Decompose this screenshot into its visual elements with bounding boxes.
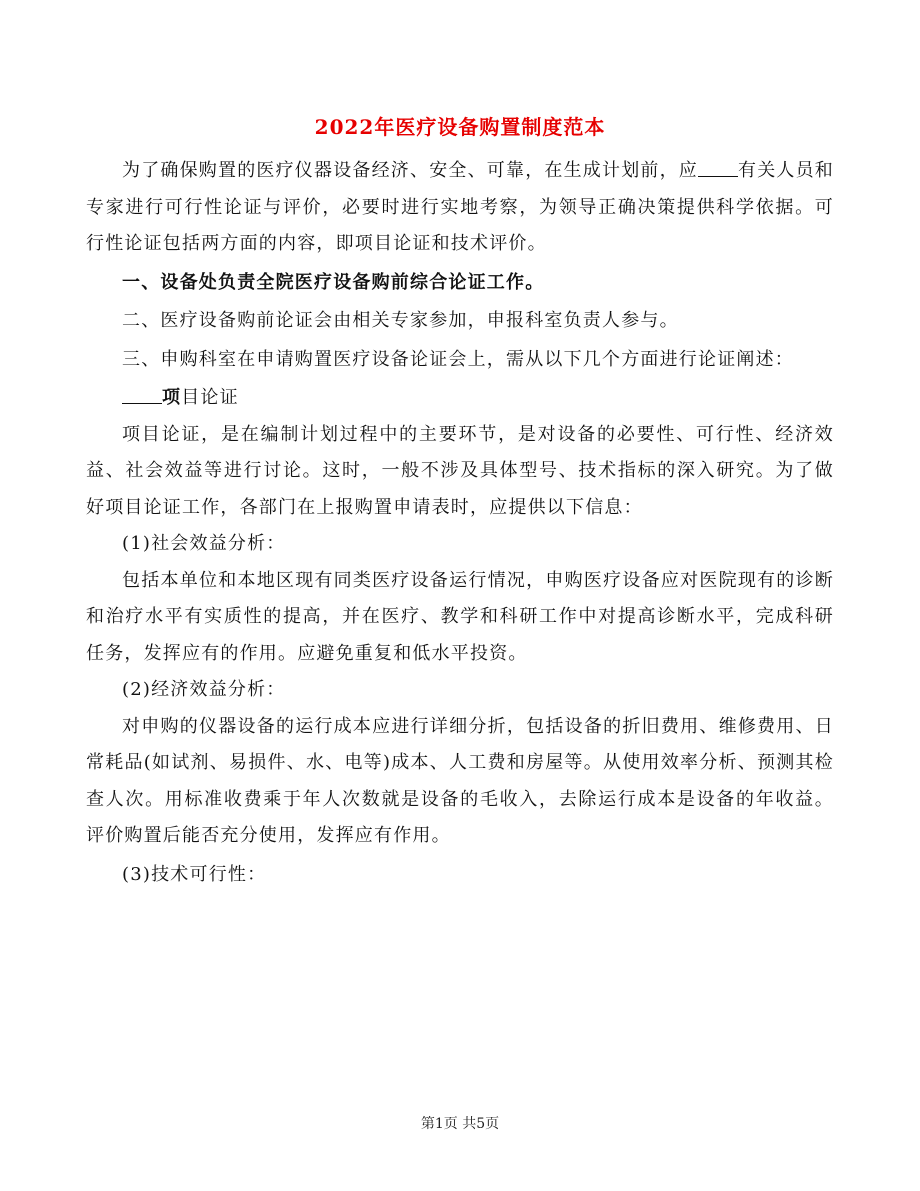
intro-text-b: 有关人员和专家进行可行性论证与评价，必要时进行实地考察，为领导正确决策提供科学依据。可行性论证包括两方面的内容，即项目论证和技术评价。	[86, 160, 834, 254]
paragraph-item-1: 一、设备处负责全院医疗设备购前综合论证工作。	[122, 271, 545, 293]
heading-economic-benefit: (2)经济效益分析：	[122, 679, 286, 700]
document-body	[86, 153, 834, 893]
document-title: 2022年医疗设备购置制度范本	[314, 115, 606, 139]
paragraph-economic-benefit: 对申购的仪器设备的运行成本应进行详细分折，包括设备的折旧费用、维修费用、日常耗品(如试剂、易损件、水、电等)成本、人工费和房屋等。从使用效率分析、预测其检查人次。用标准收费乘于年人次数就是设备的毛收入，去除运行成本是设备的年收益。评价购置后能否充分使用，发挥应有作用。	[86, 715, 834, 846]
paragraph-project-desc: 项目论证，是在编制计划过程中的主要环节，是对设备的必要性、可行性、经济效益、社会效益等进行讨论。这时，一般不涉及具体型号、技术指标的深入研究。为了做好项目论证工作，各部门在上报购置申请表时，应提供以下信息：	[86, 423, 834, 518]
subheading-text: 目论证	[181, 387, 239, 408]
subheading-mark: 项	[162, 387, 182, 408]
paragraph-social-benefit: 包括本单位和本地区现有同类医疗设备运行情况，申购医疗设备应对医院现有的诊断和治疗水平有实质性的提高，并在医疗、教学和科研工作中对提高诊断水平，完成科研任务，发挥应有的作用。应避免重复和低水平投资。	[86, 569, 834, 664]
blank-underline	[698, 160, 738, 177]
heading-social-benefit: (1)社会效益分析：	[122, 533, 286, 554]
page-footer: 第1页 共5页	[420, 1116, 500, 1132]
paragraph-item-3: 三、申购科室在申请购置医疗设备论证会上，需从以下几个方面进行论证阐述：	[122, 348, 794, 370]
subheading-project	[86, 380, 834, 417]
heading-technical-feasibility: (3)技术可行性：	[122, 863, 267, 885]
paragraph-item-2: 二、医疗设备购前论证会由相关专家参加，申报科室负责人参与。	[122, 310, 679, 331]
intro-text-a: 为了确保购置的医疗仪器设备经济、安全、可靠，在生成计划前，应	[122, 160, 698, 181]
blank-underline	[122, 387, 162, 404]
paragraph-intro	[86, 153, 834, 263]
